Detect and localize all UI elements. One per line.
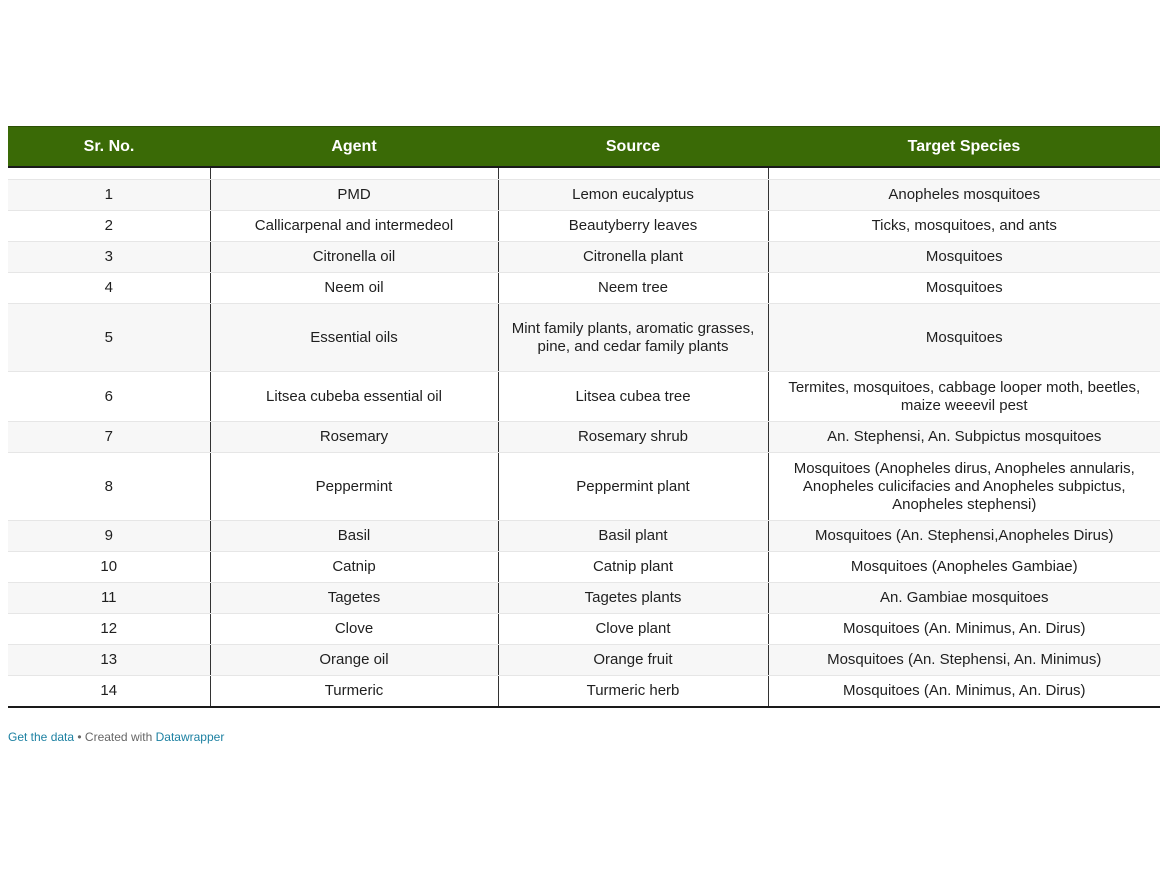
cell-source: Clove plant (498, 614, 768, 645)
cell-sr-no: 8 (8, 453, 210, 521)
cell-agent: Neem oil (210, 273, 498, 304)
cell-agent: Essential oils (210, 304, 498, 372)
table-spacer-row (8, 167, 1160, 180)
cell-target-species: Mosquitoes (Anopheles Gambiae) (768, 552, 1160, 583)
cell-agent: Tagetes (210, 583, 498, 614)
cell-target-species: Ticks, mosquitoes, and ants (768, 211, 1160, 242)
cell-source: Basil plant (498, 521, 768, 552)
cell-agent: Rosemary (210, 422, 498, 453)
cell-agent: Clove (210, 614, 498, 645)
cell-source: Neem tree (498, 273, 768, 304)
cell-sr-no: 2 (8, 211, 210, 242)
table-row (8, 422, 1160, 453)
table-row (8, 583, 1160, 614)
cell-source: Orange fruit (498, 645, 768, 676)
cell-source: Citronella plant (498, 242, 768, 273)
cell-sr-no: 1 (8, 180, 210, 211)
cell-agent: Orange oil (210, 645, 498, 676)
spacer-cell (210, 167, 498, 180)
cell-target-species: Termites, mosquitoes, cabbage looper moth, beetles, maize weeevil pest (768, 372, 1160, 422)
cell-sr-no: 4 (8, 273, 210, 304)
cell-source: Mint family plants, aromatic grasses, pine, and cedar family plants (498, 304, 768, 372)
cell-source: Lemon eucalyptus (498, 180, 768, 211)
table-row (8, 521, 1160, 552)
cell-source: Peppermint plant (498, 453, 768, 521)
cell-agent: Turmeric (210, 676, 498, 708)
cell-agent: PMD (210, 180, 498, 211)
table-row (8, 304, 1160, 372)
cell-agent: Litsea cubeba essential oil (210, 372, 498, 422)
header-target-species[interactable]: Target Species (768, 127, 1160, 168)
cell-source: Catnip plant (498, 552, 768, 583)
datawrapper-link[interactable]: Datawrapper (155, 730, 225, 744)
table-row (8, 242, 1160, 273)
cell-target-species: Mosquitoes (768, 242, 1160, 273)
data-table-container (8, 126, 1160, 708)
cell-source: Turmeric herb (498, 676, 768, 708)
table-row (8, 372, 1160, 422)
cell-agent: Catnip (210, 552, 498, 583)
table-row (8, 211, 1160, 242)
cell-sr-no: 3 (8, 242, 210, 273)
repellent-agents-table (8, 126, 1160, 708)
table-row (8, 273, 1160, 304)
cell-sr-no: 11 (8, 583, 210, 614)
cell-source: Litsea cubea tree (498, 372, 768, 422)
cell-target-species: Mosquitoes (An. Minimus, An. Dirus) (768, 676, 1160, 708)
table-row (8, 676, 1160, 708)
table-row (8, 180, 1160, 211)
header-sr-no[interactable]: Sr. No. (8, 127, 210, 168)
spacer-cell (8, 167, 210, 180)
cell-sr-no: 6 (8, 372, 210, 422)
header-agent[interactable]: Agent (210, 127, 498, 168)
cell-agent: Peppermint (210, 453, 498, 521)
cell-sr-no: 7 (8, 422, 210, 453)
cell-agent: Citronella oil (210, 242, 498, 273)
table-row (8, 645, 1160, 676)
cell-sr-no: 9 (8, 521, 210, 552)
cell-target-species: Mosquitoes (Anopheles dirus, Anopheles annularis, Anopheles culicifacies and Anopheles subpictus, Anopheles stephensi) (768, 453, 1160, 521)
cell-source: Tagetes plants (498, 583, 768, 614)
table-row (8, 453, 1160, 521)
chart-footer (8, 730, 224, 744)
cell-agent: Basil (210, 521, 498, 552)
cell-source: Beautyberry leaves (498, 211, 768, 242)
cell-target-species: Mosquitoes (An. Minimus, An. Dirus) (768, 614, 1160, 645)
cell-target-species: Mosquitoes (768, 273, 1160, 304)
table-row (8, 552, 1160, 583)
cell-sr-no: 12 (8, 614, 210, 645)
cell-sr-no: 13 (8, 645, 210, 676)
cell-source: Rosemary shrub (498, 422, 768, 453)
cell-sr-no: 14 (8, 676, 210, 708)
cell-agent: Callicarpenal and intermedeol (210, 211, 498, 242)
cell-target-species: Mosquitoes (768, 304, 1160, 372)
cell-target-species: Mosquitoes (An. Stephensi, An. Minimus) (768, 645, 1160, 676)
cell-target-species: An. Stephensi, An. Subpictus mosquitoes (768, 422, 1160, 453)
spacer-cell (768, 167, 1160, 180)
cell-sr-no: 10 (8, 552, 210, 583)
footer-separator: • Created with (74, 730, 156, 744)
spacer-cell (498, 167, 768, 180)
header-source[interactable]: Source (498, 127, 768, 168)
table-row (8, 614, 1160, 645)
table-header-row (8, 127, 1160, 168)
cell-target-species: Anopheles mosquitoes (768, 180, 1160, 211)
cell-target-species: Mosquitoes (An. Stephensi,Anopheles Dirus) (768, 521, 1160, 552)
cell-sr-no: 5 (8, 304, 210, 372)
cell-target-species: An. Gambiae mosquitoes (768, 583, 1160, 614)
get-the-data-link[interactable]: Get the data (8, 730, 75, 744)
